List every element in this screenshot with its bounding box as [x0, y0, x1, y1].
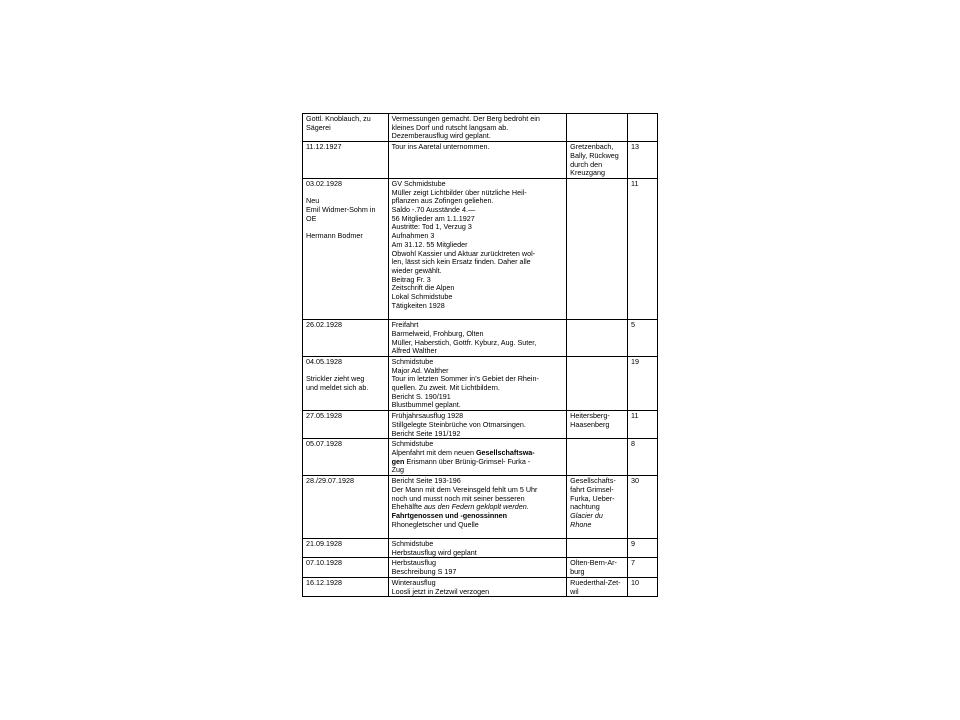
text-line: len, lässt sich kein Ersatz finden. Daher alle [391, 257, 531, 267]
route-cell [567, 320, 628, 357]
text-line: 10 [631, 577, 640, 587]
description-cell [388, 320, 567, 357]
description-cell [388, 558, 567, 577]
date-notes-cell [303, 577, 389, 596]
date-notes-cell [303, 476, 389, 539]
text-line: Gesellschafts- [570, 476, 616, 486]
text-line: Major Ad. Walther [391, 365, 449, 375]
date-notes-cell [303, 356, 389, 410]
route-cell [567, 439, 628, 476]
table-row [303, 539, 658, 558]
text-run: Ehehälfte [391, 502, 425, 512]
text-line: Bericht S. 190/191 [391, 391, 451, 401]
date-notes-cell [303, 439, 389, 476]
text-run: Erismann über Brünig-Grimsel- Furka - [404, 456, 531, 466]
text-line: 56 Mitglieder am 1.1.1927 [391, 213, 475, 223]
text-line: 11 [631, 411, 639, 421]
text-line: Herbstausflug wird geplant [391, 547, 477, 557]
text-line: durch den [570, 159, 603, 169]
text-line [392, 310, 565, 319]
bold-text: Gesellschaftswa- [475, 448, 535, 457]
text-line: und meldet sich ab. [306, 383, 369, 393]
date-notes-cell [303, 558, 389, 577]
text-line: Dezemberausflug wird geplant. [391, 131, 491, 141]
text-line: wil [570, 586, 579, 596]
count-cell [628, 558, 658, 577]
description-cell [388, 476, 567, 539]
description-cell [388, 142, 567, 179]
text-line: Lokal Schmidstube [391, 292, 453, 302]
text-line: Müller, Haberstich, Gottfr. Kyburz, Aug. Suter, [391, 337, 537, 347]
count-cell [628, 142, 658, 179]
text-line: 5 [631, 320, 636, 330]
text-line: Rhonegletscher und Quelle [391, 519, 479, 529]
text-line: 21.09.1928 [306, 539, 342, 549]
text-line: 04.05.1928 [306, 356, 342, 366]
text-line: GV Schmidstube [391, 178, 446, 188]
text-line: 8 [631, 439, 636, 449]
table-row [303, 558, 658, 577]
route-cell [567, 558, 628, 577]
text-run: Alpenfahrt mit dem neuen [391, 448, 476, 457]
count-cell [628, 439, 658, 476]
description-cell [388, 411, 567, 439]
text-line: Freifahrt [391, 320, 419, 330]
italic-text: Rhone [570, 519, 592, 529]
text-line: Vermessungen gemacht. Der Berg bedroht ein [391, 114, 540, 123]
route-cell [567, 142, 628, 179]
route-cell [567, 356, 628, 410]
text-line: 11.12.1927 [306, 142, 342, 152]
text-line: Ruederthal-Zet- [570, 577, 621, 587]
text-line: Blustbummel geplant. [391, 400, 461, 410]
text-line [392, 529, 565, 538]
text-line: Schmidstube [391, 439, 434, 449]
description-cell [388, 356, 567, 410]
count-cell [628, 356, 658, 410]
text-line: burg [570, 567, 585, 577]
route-cell [567, 539, 628, 558]
table-row [303, 476, 658, 539]
text-line: Bericht Seite 191/192 [391, 428, 461, 438]
text-line: Bally, Rückweg [570, 150, 619, 160]
text-line: Herbstausflug [391, 558, 436, 568]
bold-text: Fahrtgenossen und -genossinnen [391, 510, 508, 520]
text-line: Haasenberg [570, 419, 610, 429]
text-line: Aufnahmen 3 [391, 231, 435, 241]
text-line: 19 [631, 356, 640, 366]
date-notes-cell [303, 411, 389, 439]
date-notes-cell [303, 320, 389, 357]
text-line: Tour ins Aaretal unternommen. [391, 142, 490, 152]
text-line: 9 [631, 539, 636, 549]
text-line: Frühjahrsausflug 1928 [391, 411, 464, 421]
text-line: Saldo -.70 Ausstände 4.— [391, 205, 476, 215]
text-line: kleines Dorf und rutscht langsam ab. [391, 122, 509, 132]
text-line: Stillgelegte Steinbrüche von Otmarsingen. [391, 419, 526, 429]
text-line: Neu [306, 196, 320, 206]
count-cell [628, 320, 658, 357]
text-line: 11 [631, 178, 639, 188]
text-line: 26.02.1928 [306, 320, 342, 330]
description-cell [388, 539, 567, 558]
text-line: 30 [631, 476, 640, 486]
text-line: pflanzen aus Zofingen geliehen. [391, 196, 494, 206]
text-line: Sägerei [306, 122, 331, 132]
description-cell [388, 178, 567, 319]
table-row [303, 114, 658, 142]
text-line: Kreuzgang [570, 168, 605, 178]
text-line: 03.02.1928 [306, 178, 342, 188]
text-line: Der Mann mit dem Vereinsgeld fehlt um 5 Uhr [391, 484, 538, 494]
text-line: Hermann Bodmer [306, 231, 363, 241]
text-line: Zug [391, 465, 405, 475]
text-line: 07.10.1928 [306, 558, 342, 568]
table-row [303, 178, 658, 319]
route-cell [567, 411, 628, 439]
text-line: Bericht Seite 193-196 [391, 476, 461, 486]
italic-text: Glacier du [570, 510, 603, 520]
text-line: Schmidstube [391, 539, 434, 549]
text-line: 13 [631, 142, 640, 152]
text-line: 27.05.1928 [306, 411, 342, 421]
count-cell [628, 539, 658, 558]
table-row [303, 356, 658, 410]
text-line: Austritte: Tod 1, Verzug 3 [391, 222, 472, 232]
text-line: fahrt Grimsel- [570, 484, 614, 494]
text-line: Heitersberg- [570, 411, 610, 421]
text-line: Alfred Walther [391, 346, 437, 356]
text-line: Furka, Ueber- [570, 493, 615, 503]
description-cell [388, 439, 567, 476]
date-notes-cell [303, 142, 389, 179]
count-cell [628, 411, 658, 439]
text-line: 05.07.1928 [306, 439, 342, 449]
table-row [303, 142, 658, 179]
text-line [392, 458, 565, 467]
table-row [303, 439, 658, 476]
description-cell [388, 577, 567, 596]
text-line: nachtung [570, 502, 600, 512]
text-line: quellen. Zu zweit. Mit Lichtbildern. [391, 383, 500, 393]
route-cell [567, 178, 628, 319]
club-chronicle-table [302, 113, 658, 597]
route-cell [567, 476, 628, 539]
text-line: Obwohl Kassier und Aktuar zurücktreten wol- [391, 248, 536, 258]
text-line: Beschreibung S 197 [391, 567, 457, 577]
text-line: noch und musst noch mit seiner besseren [391, 493, 525, 503]
text-line: Tätigkeiten 1928 [391, 300, 445, 310]
count-cell [628, 577, 658, 596]
text-line: OE [306, 213, 317, 223]
table-row [303, 577, 658, 596]
text-line: Müller zeigt Lichtbilder über nützliche Heil- [391, 187, 527, 197]
text-line: Gretzenbach, [570, 142, 614, 152]
text-line [570, 521, 625, 530]
text-line: Olten-Bern-Ar- [570, 558, 617, 568]
count-cell [628, 178, 658, 319]
italic-text: aus den Federn gekloplt werden. [424, 502, 529, 512]
bold-text: gen [391, 456, 405, 466]
text-line: Gottl. Knoblauch, zu [306, 114, 371, 123]
text-line: Barmelweid, Frohburg, Olten [391, 328, 484, 338]
route-cell [567, 577, 628, 596]
text-line: Tour im letzten Sommer in’s Gebiet der Rhein- [391, 374, 539, 384]
text-line: 28./29.07.1928 [306, 476, 354, 486]
count-cell [628, 114, 658, 142]
text-line: Strickler zieht weg [306, 374, 365, 384]
text-line: wieder gewählt. [391, 265, 442, 275]
table-row [303, 411, 658, 439]
date-notes-cell [303, 114, 389, 142]
text-line: Winterausflug [391, 577, 436, 587]
text-line: Loosli jetzt in Zetzwil verzogen [391, 586, 490, 596]
text-line: Am 31.12. 55 Mitglieder [391, 239, 468, 249]
route-cell [567, 114, 628, 142]
table-body [303, 114, 658, 597]
date-notes-cell [303, 178, 389, 319]
text-line: Zeitschrift die Alpen [391, 283, 455, 293]
text-line: Schmidstube [391, 356, 434, 366]
count-cell [628, 476, 658, 539]
text-line: 16.12.1928 [306, 577, 342, 587]
description-cell [388, 114, 567, 142]
text-line: Emil Widmer-Sohm in [306, 205, 376, 215]
date-notes-cell [303, 539, 389, 558]
text-line: Beitrag Fr. 3 [391, 274, 431, 284]
table-row [303, 320, 658, 357]
text-line: 7 [631, 558, 636, 568]
